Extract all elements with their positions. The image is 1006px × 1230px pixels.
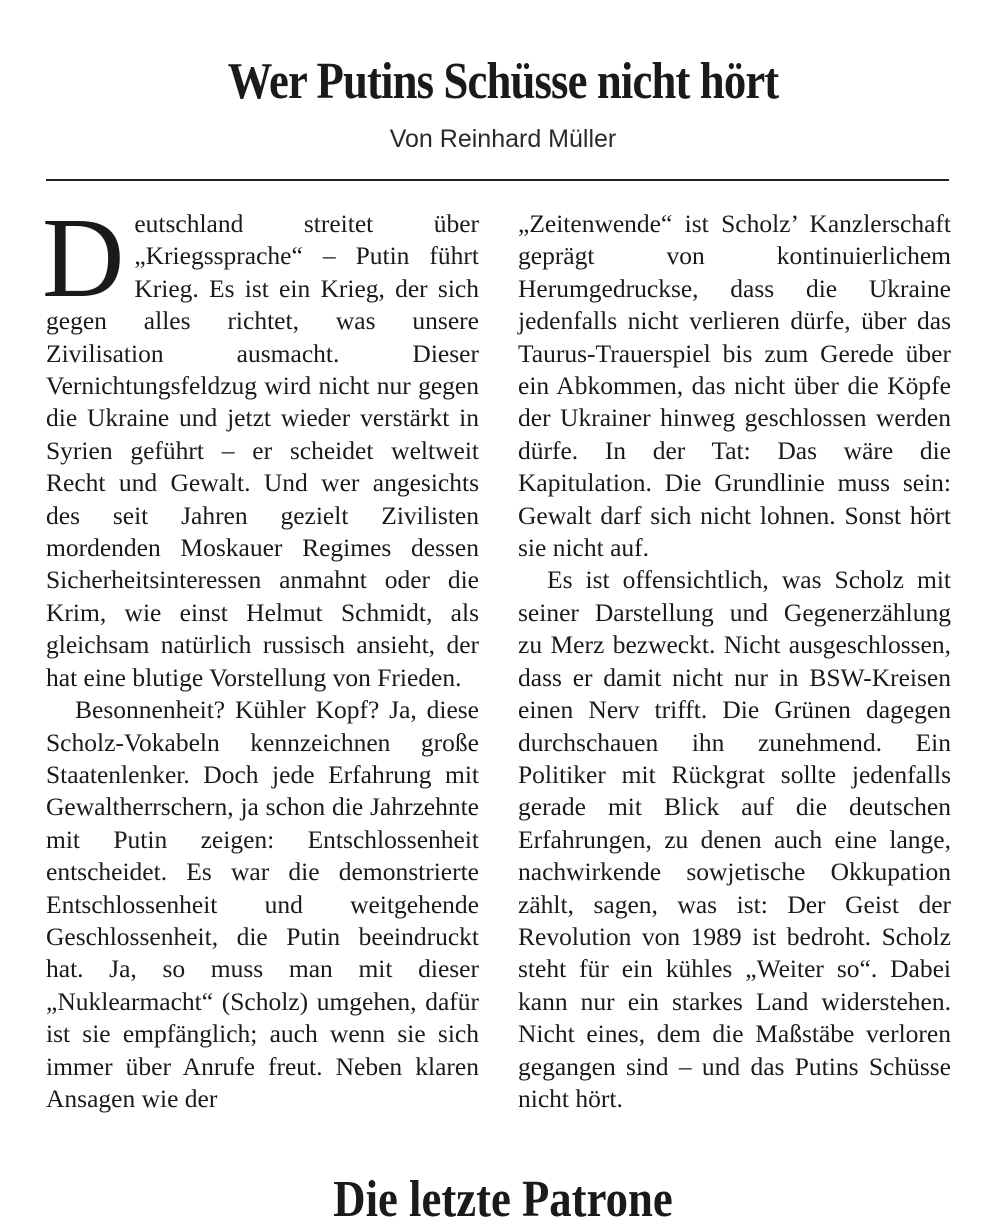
paragraph-text: eutschland streitet über „Kriegssprache“ – Putin führt Krieg. Es ist ein Krieg, der sich gegen alles richtet, was unsere Zivilisation ausmacht. Dieser Vernichtungsfeldzug wird nicht nur gegen die Ukraine und jetzt wieder verstärkt in Syrien geführt – er scheidet weltweit Recht und Gewalt. Und wer angesichts des seit Jahren gezielt Zivilisten mordenden Moskauer Regimes dessen Sicherheitsinteressen anmahnt oder die Krim, wie einst Helmut Schmidt, als gleichsam natürlich russisch ansieht, der hat eine blutige Vorstellung von Frieden. [46,209,479,692]
next-article-headline: Die letzte Patrone [333,1171,673,1228]
article-column-left [42,194,479,1115]
article-headline: Wer Putins Schüsse nicht hört [227,53,779,110]
article-byline: Von Reinhard Müller [389,125,617,153]
headline-divider [46,179,949,181]
drop-cap: D [42,194,125,321]
article-column-right [518,208,951,1115]
paragraph: Es ist offensichtlich, was Scholz mit seiner Darstellung und Gegenerzählung zu Merz bezweckt. Nicht ausgeschlossen, dass er damit nicht nur in BSW-Kreisen einen Nerv trifft. Die Grünen dagegen durchschauen ihn zunehmend. Ein Politiker mit Rückgrat sollte jedenfalls gerade mit Blick auf die deutschen Erfahrungen, zu denen auch eine lange, nachwirkende sowjetische Okkupation zählt, sagen, was ist: Der Geist der Revolution von 1989 ist bedroht. Scholz steht für ein kühles „Weiter so“. Dabei kann nur ein starkes Land widerstehen. Nicht eines, dem die Maßstäbe verloren gegangen sind – und das Putins Schüsse nicht hört. [518,565,951,1113]
paragraph [42,194,479,694]
paragraph: „Zeitenwende“ ist Scholz’ Kanzlerschaft geprägt von kontinuierlichem Herumgedruckse, dass die Ukraine jedenfalls nicht verlieren dürfe, über das Taurus-Trauerspiel bis zum Gerede über ein Abkommen, das nicht über die Köpfe der Ukrainer hinweg geschlossen werden dürfe. In der Tat: Das wäre die Kapitulation. Die Grundlinie muss sein: Gewalt darf sich nicht lohnen. Sonst hört sie nicht auf. [518,209,951,563]
paragraph: Besonnenheit? Kühler Kopf? Ja, diese Scholz-Vokabeln kennzeichnen große Staatenlenker. Doch jede Erfahrung mit Gewaltherrschern, ja schon die Jahrzehnte mit Putin zeigen: Entschlossenheit entscheidet. Es war die demonstrierte Entschlossenheit und weitgehende Geschlossenheit, die Putin beeindruckt hat. Ja, so muss man mit dieser „Nuklearmacht“ (Scholz) umgehen, dafür ist sie empfänglich; auch wenn sie sich immer über Anrufe freut. Neben klaren Ansagen wie der [46,695,479,1113]
